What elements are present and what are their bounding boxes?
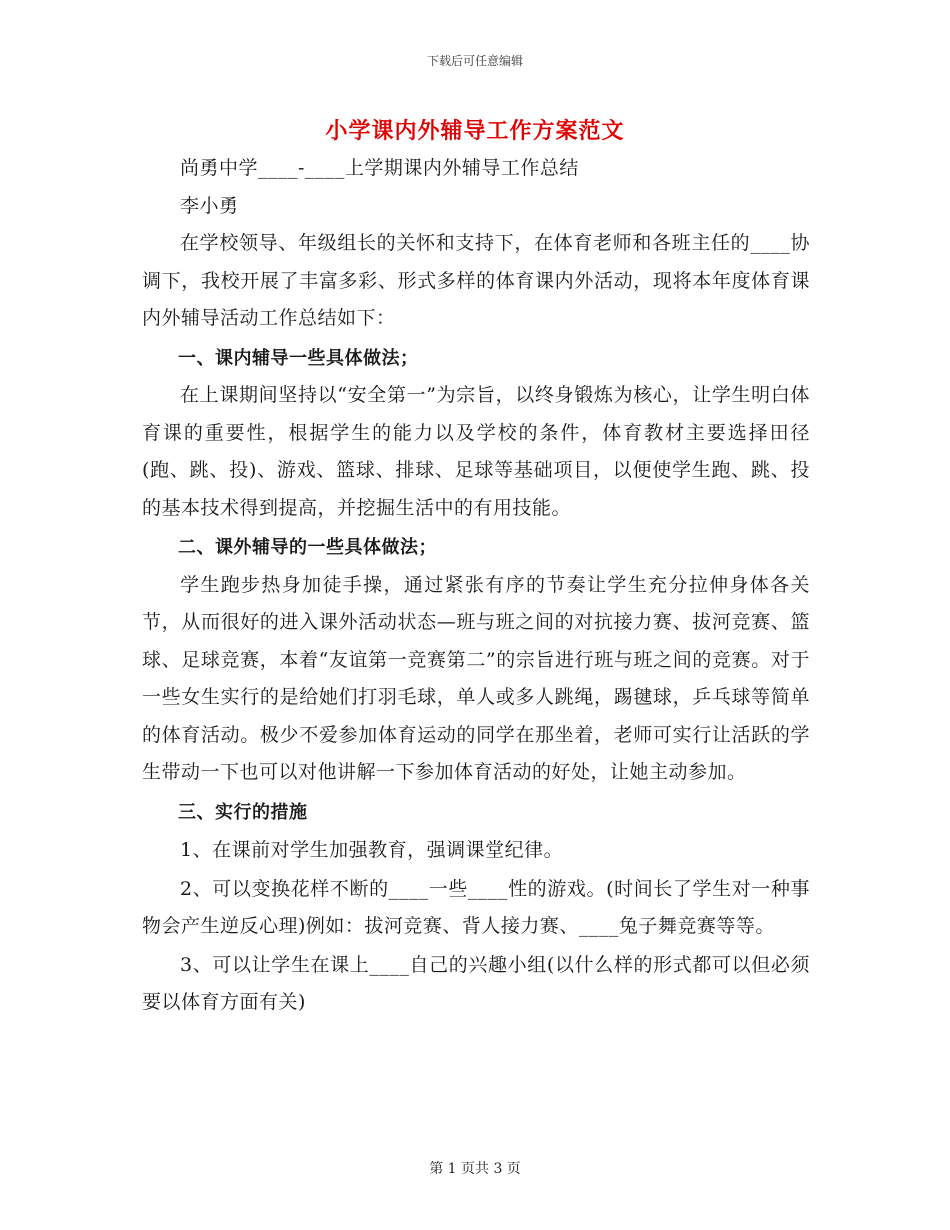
paragraph-section-2: 学生跑步热身加徒手操，通过紧张有序的节奏让学生充分拉伸身体各关节，从而很好的进入课外活动状态—班与班之间的对抗接力赛、拔河竞赛、篮球、足球竞赛，本着“友谊第一竞赛第二”的宗旨进行班与班之间的竞赛。对于一些女生实行的是给她们打羽毛球，单人或多人跳绳，踢毽球，乒乓球等简单的体育活动。极少不爱参加体育运动的同学在那坐着，老师可实行让活跃的学生带动一下也可以对他讲解一下参加体育活动的好处，让她主动参加。	[142, 573, 810, 783]
document-title: 小学课内外辅导工作方案范文	[325, 118, 625, 144]
document-body	[142, 150, 810, 1022]
section-heading-2: 二、课外辅导的一些具体做法；	[178, 537, 437, 558]
section-heading-3: 三、实行的措施	[178, 801, 308, 823]
measure-item-2: 2、可以变换花样不断的____一些____性的游戏。(时间长了学生对一种事物会产生逆反心理)例如：拔河竞赛、背人接力赛、____兔子舞竞赛等等。	[142, 877, 810, 937]
section-heading-1: 一、课内辅导一些具体做法；	[178, 347, 419, 369]
measure-item-3: 3、可以让学生在课上____自己的兴趣小组(以什么样的形式都可以但必须要以体育方面有关)	[142, 953, 810, 1013]
measure-item-1: 1、在课前对学生加强教育，强调课堂纪律。	[180, 839, 564, 861]
paragraph-school-summary: 尚勇中学____-____上学期课内外辅导工作总结	[180, 157, 579, 179]
paragraph-author: 李小勇	[180, 194, 239, 217]
header-note: 下载后可任意编辑	[426, 54, 523, 68]
page-footer: 第 1 页共 3 页	[429, 1161, 521, 1177]
paragraph-intro: 在学校领导、年级组长的关怀和支持下，在体育老师和各班主任的____协调下，我校开展了丰富多彩、形式多样的体育课内外活动，现将本年度体育课内外辅导活动工作总结如下：	[142, 232, 810, 329]
paragraph-section-1: 在上课期间坚持以“安全第一”为宗旨，以终身锻炼为核心，让学生明白体育课的重要性，根据学生的能力以及学校的条件，体育教材主要选择田径(跑、跳、投)、游戏、篮球、排球、足球等基础项目，以便使学生跑、跳、投的基本技术得到提高，并挖掘生活中的有用技能。	[142, 384, 810, 519]
